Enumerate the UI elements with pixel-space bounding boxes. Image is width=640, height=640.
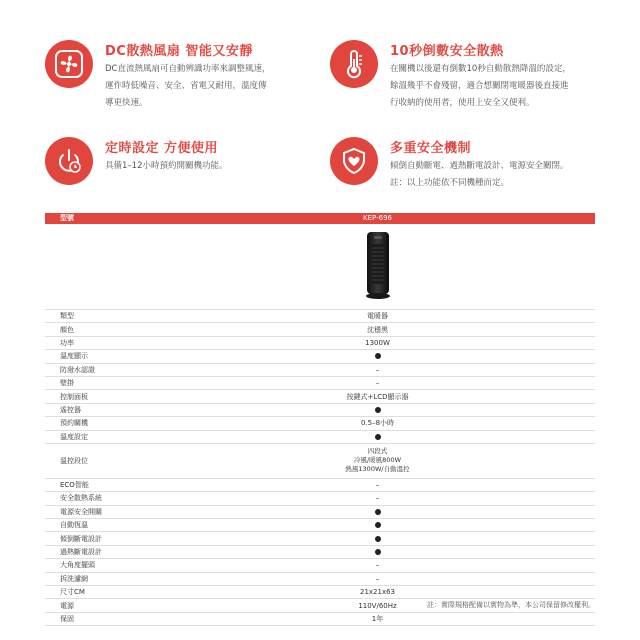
spec-label: 溫度顯示	[45, 350, 160, 363]
table-row	[45, 350, 595, 363]
spec-label: 溫控段位	[45, 443, 160, 478]
spec-value: 電暖器	[160, 310, 595, 323]
spec-value-line: 冷風/暖風800W	[353, 456, 402, 465]
feature-title: 10秒倒數安全散熱	[390, 44, 504, 59]
table-row	[45, 417, 595, 430]
spec-label: 壁掛	[45, 376, 160, 389]
feature-dot-icon	[375, 536, 381, 542]
spec-label: 防潑水認證	[45, 363, 160, 376]
spec-value	[160, 430, 595, 443]
spec-value: 按鍵式+LCD顯示器	[160, 390, 595, 403]
shield-heart-icon	[330, 137, 378, 185]
spec-label: 安全散熱系統	[45, 492, 160, 505]
spec-value: 1年	[160, 612, 595, 625]
spec-value-line: 熱風1300W/自動溫控	[345, 465, 410, 474]
table-row	[45, 559, 595, 572]
feature-dot-icon	[375, 549, 381, 555]
dot-text	[381, 431, 382, 432]
spec-label: 傾倒斷電設計	[45, 532, 160, 545]
spec-value: 1300W	[160, 336, 595, 349]
table-row	[45, 492, 595, 505]
spec-value-line: 四段式	[367, 447, 388, 456]
spec-value: –	[160, 478, 595, 491]
spec-value: 21x21x63	[160, 586, 595, 599]
table-row	[45, 572, 595, 585]
header-label: 型號	[45, 213, 160, 224]
feature-description: DC直流熱風扇可自動辨識功率來調整風速， 運作時低噪音、安全、省電又耐用，溫度傳 導更快速。	[105, 64, 271, 108]
spec-value: –	[160, 363, 595, 376]
table-row	[45, 430, 595, 443]
table-header-row	[45, 213, 595, 224]
spec-value	[160, 532, 595, 545]
product-heater-image	[362, 230, 394, 300]
spec-label: ECO智能	[45, 478, 160, 491]
spec-value: 0.5–8小時	[160, 417, 595, 430]
feature-title: DC散熱風扇 智能又安靜	[105, 44, 253, 59]
footnote: 註：實際規格配備以實物為準，本公司保留修改權利。	[427, 601, 595, 609]
feature-dot-icon	[375, 522, 381, 528]
spec-label: 自動恆溫	[45, 519, 160, 532]
feature-title: 多重安全機制	[390, 141, 472, 156]
feature-dot-icon	[375, 509, 381, 515]
feature-description: 具備1–12小時預約開關機功能。	[105, 161, 228, 171]
dot-text	[381, 350, 382, 351]
spec-value: 沈穩黑	[160, 323, 595, 336]
spec-label: 電源安全開關	[45, 505, 160, 518]
table-row	[45, 519, 595, 532]
feature-title: 定時設定 方便使用	[105, 141, 219, 156]
table-row	[45, 443, 595, 478]
dot-text	[381, 506, 382, 507]
table-row	[45, 586, 595, 599]
table-row	[45, 612, 595, 625]
feature-description: 傾倒自動斷電、過熱斷電設計、電源安全關閉。 註：以上功能依不同機種而定。	[390, 161, 569, 188]
spec-label: 尺寸CM	[45, 586, 160, 599]
thermometer-icon	[330, 40, 378, 88]
dot-text	[381, 546, 382, 547]
spec-label: 大角度擺頭	[45, 559, 160, 572]
feature-dot-icon	[375, 407, 381, 413]
spec-label: 保固	[45, 612, 160, 625]
spec-label: 類型	[45, 310, 160, 323]
table-row	[45, 390, 595, 403]
spec-label: 顏色	[45, 323, 160, 336]
dot-text	[381, 519, 382, 520]
spec-label: 遙控器	[45, 403, 160, 416]
dot-text	[381, 404, 382, 405]
model-name: KEP-696	[160, 213, 595, 224]
table-row	[45, 323, 595, 336]
spec-value: –	[160, 559, 595, 572]
product-photo-row	[45, 224, 595, 310]
spec-value	[160, 403, 595, 416]
spec-value: –	[160, 572, 595, 585]
spec-value: 110V/60Hz	[160, 599, 595, 612]
table-row	[45, 310, 595, 323]
table-row	[45, 505, 595, 518]
spec-value: –	[160, 376, 595, 389]
spec-value	[160, 505, 595, 518]
spec-value	[160, 350, 595, 363]
feature-description: 在關機以後還有倒數10秒自動散熱降溫的設定， 餘溫幾乎不會殘留，適合想關閉電暖器後直接進 行收納的使用者，使用上安全又便利。	[390, 64, 571, 108]
power-timer-icon	[45, 137, 93, 185]
spec-label: 溫度設定	[45, 430, 160, 443]
spec-value: –	[160, 492, 595, 505]
spec-label: 控制面板	[45, 390, 160, 403]
feature-dot-icon	[375, 353, 381, 359]
spec-label: 電源	[45, 599, 160, 612]
spec-value	[160, 519, 595, 532]
table-row	[45, 545, 595, 558]
dot-text	[381, 533, 382, 534]
spec-label: 功率	[45, 336, 160, 349]
table-row	[45, 403, 595, 416]
spec-label: 過熱斷電設計	[45, 545, 160, 558]
spec-label: 拆洗濾網	[45, 572, 160, 585]
spec-value	[160, 443, 595, 478]
fan-icon	[45, 40, 93, 88]
table-row	[45, 363, 595, 376]
table-row	[45, 336, 595, 349]
table-row	[45, 478, 595, 491]
spec-value	[160, 545, 595, 558]
table-row	[45, 376, 595, 389]
table-row	[45, 532, 595, 545]
feature-dot-icon	[375, 434, 381, 440]
spec-table	[45, 213, 595, 626]
spec-label: 預約關機	[45, 417, 160, 430]
